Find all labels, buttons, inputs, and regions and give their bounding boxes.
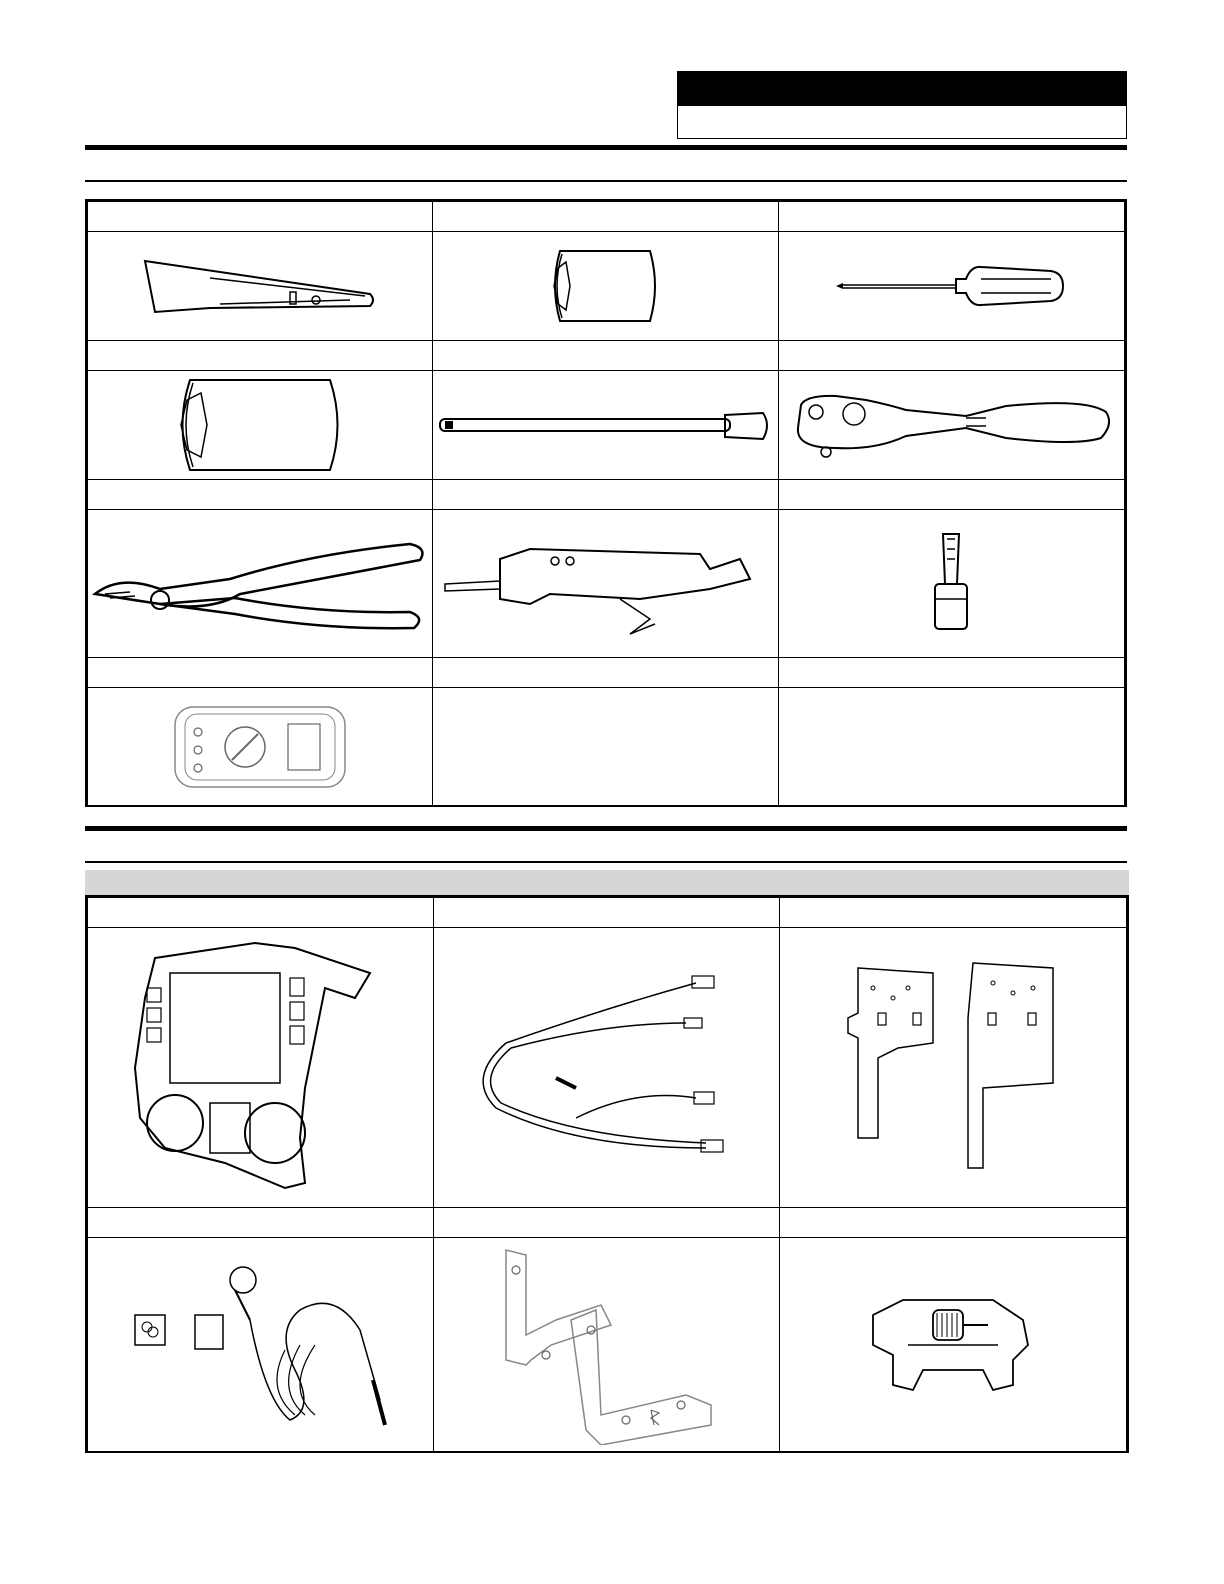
parts-table — [85, 895, 1129, 1453]
socket-small-icon — [540, 246, 670, 326]
dash-bezel-cell — [88, 928, 434, 1208]
socket-large-cell — [88, 371, 433, 480]
mounting-brackets-cell — [779, 928, 1126, 1208]
pliers-cell — [88, 510, 433, 658]
section-divider-middle — [85, 826, 1127, 831]
screwdriver-cell — [778, 232, 1124, 341]
extension-bar-icon — [435, 405, 775, 445]
phillips-screwdriver-icon — [831, 261, 1071, 311]
extension-bar-cell — [433, 371, 778, 480]
tool-label-2 — [433, 202, 778, 232]
tool-label-9 — [778, 480, 1124, 510]
tool-label-11 — [433, 658, 778, 688]
socket-small-cell — [433, 232, 778, 341]
multimeter-icon — [170, 702, 350, 792]
pry-tool-icon — [140, 256, 380, 316]
mounting-brackets-icon — [838, 958, 1068, 1178]
multimeter-cell — [88, 688, 433, 806]
empty-cell-2 — [778, 688, 1124, 806]
tool-label-4 — [88, 341, 433, 371]
part-label-3 — [779, 898, 1126, 928]
tool-label-12 — [778, 658, 1124, 688]
tool-label-7 — [88, 480, 433, 510]
l-bracket-cell — [433, 1238, 779, 1452]
section-divider-top — [85, 145, 1127, 150]
clip-fastener-cell — [779, 1238, 1126, 1452]
tool-label-1 — [88, 202, 433, 232]
wire-harness-icon — [456, 968, 756, 1168]
part-label-1 — [88, 898, 434, 928]
header-subtitle-bar — [678, 106, 1126, 138]
air-saw-icon — [440, 529, 770, 639]
dash-bezel-icon — [125, 938, 395, 1198]
part-label-6 — [779, 1208, 1126, 1238]
ratchet-icon — [786, 390, 1116, 460]
part-label-5 — [433, 1208, 779, 1238]
section-1-title-rule — [85, 180, 1127, 182]
tool-label-6 — [778, 341, 1124, 371]
tool-label-10 — [88, 658, 433, 688]
part-label-4 — [88, 1208, 434, 1238]
pliers-icon — [90, 534, 430, 634]
clip-fastener-icon — [863, 1285, 1043, 1405]
air-saw-cell — [433, 510, 778, 658]
torx-bit-cell — [778, 510, 1124, 658]
header-title-bar — [678, 72, 1126, 106]
l-bracket-icon — [491, 1245, 721, 1445]
empty-cell-1 — [433, 688, 778, 806]
section-2-title-rule — [85, 861, 1127, 863]
wire-harness-cell — [433, 928, 779, 1208]
parts-header-band — [85, 870, 1129, 895]
part-label-2 — [433, 898, 779, 928]
microphone-kit-cell — [88, 1238, 434, 1452]
torx-bit-icon — [921, 529, 981, 639]
socket-large-icon — [165, 375, 355, 475]
header-box — [677, 71, 1127, 139]
tool-label-8 — [433, 480, 778, 510]
tool-label-5 — [433, 341, 778, 371]
tool-label-3 — [778, 202, 1124, 232]
microphone-kit-icon — [125, 1250, 395, 1440]
pry-tool-cell — [88, 232, 433, 341]
ratchet-cell — [778, 371, 1124, 480]
tools-table — [85, 199, 1127, 807]
